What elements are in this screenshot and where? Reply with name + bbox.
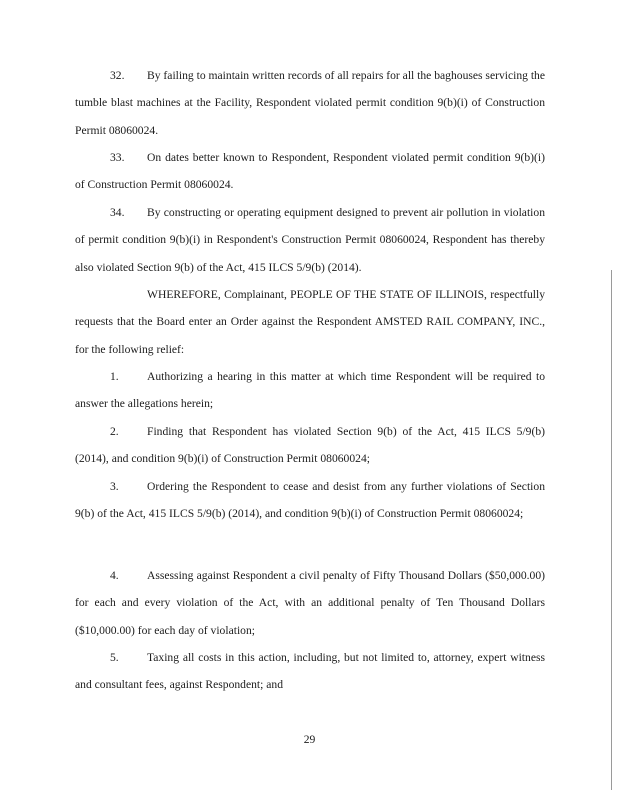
- relief-number: 1.: [110, 370, 119, 383]
- paragraph-number: 34.: [110, 206, 125, 219]
- relief-item-2: [75, 418, 545, 473]
- paragraph-34: [75, 199, 545, 281]
- relief-text: Taxing all costs in this action, including, but not limited to, attorney, expert witness and consultant fees, against Respondent; and: [75, 651, 545, 692]
- relief-number: 3.: [110, 480, 119, 493]
- paragraph-33: [75, 144, 545, 199]
- paragraph-text: By constructing or operating equipment designed to prevent air pollution in violation of permit condition 9(b)(i) in Respondent's Construction Permit 08060024, Respondent has thereby also violated Section 9(b) of the Act, 415 ILCS 5/9(b) (2014).: [75, 206, 545, 274]
- paragraph-number: 33.: [110, 151, 125, 164]
- wherefore-text: WHEREFORE, Complainant, PEOPLE OF THE STATE OF ILLINOIS, respectfully requests that the Board enter an Order against the Respondent AMSTED RAIL COMPANY, INC., for the following relief:: [75, 288, 545, 356]
- paragraph-number: 32.: [110, 69, 125, 82]
- relief-number: 4.: [110, 569, 119, 582]
- relief-item-5: [75, 644, 545, 699]
- page-number: 29: [303, 733, 316, 746]
- relief-item-1: [75, 363, 545, 418]
- relief-item-4: [75, 562, 545, 644]
- relief-text: Ordering the Respondent to cease and desist from any further violations of Section 9(b) of the Act, 415 ILCS 5/9(b) (2014), and condition 9(b)(i) of Construction Permit 08060024;: [75, 480, 545, 521]
- wherefore-clause: [75, 281, 545, 363]
- relief-number: 2.: [110, 425, 119, 438]
- paragraph-32: [75, 62, 545, 144]
- paragraph-text: By failing to maintain written records of all repairs for all the baghouses servicing the tumble blast machines at the Facility, Respondent violated permit condition 9(b)(i) of Construction Permit 08060024.: [75, 69, 545, 137]
- relief-text: Authorizing a hearing in this matter at which time Respondent will be required to answer the allegations herein;: [75, 370, 545, 411]
- scan-edge-line: [611, 270, 612, 790]
- paragraph-text: On dates better known to Respondent, Respondent violated permit condition 9(b)(i) of Construction Permit 08060024.: [75, 151, 545, 192]
- relief-text: Assessing against Respondent a civil penalty of Fifty Thousand Dollars ($50,000.00) for each and every violation of the Act, with an additional penalty of Ten Thousand Dollars ($10,000.00) for each day of violation;: [75, 569, 545, 637]
- relief-item-3: [75, 473, 545, 528]
- relief-number: 5.: [110, 651, 119, 664]
- relief-text: Finding that Respondent has violated Section 9(b) of the Act, 415 ILCS 5/9(b) (2014), and condition 9(b)(i) of Construction Permit 08060024;: [75, 425, 545, 466]
